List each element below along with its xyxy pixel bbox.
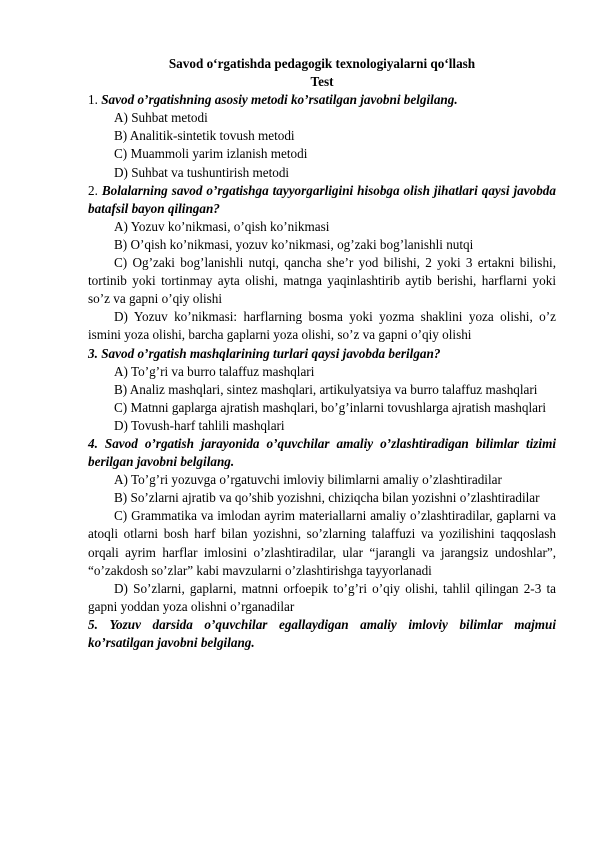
document-page (88, 55, 556, 652)
question-number: 1. (88, 92, 98, 108)
answer-option: D) Suhbat va tushuntirish metodi (114, 164, 290, 180)
question-prompt: Savod o’rgatish jarayonida o’quvchilar amaliy o’zlashtiradigan bilimlar tizimi berilgan javobni belgilang. (88, 435, 556, 470)
answer-option: C) Matnni gaplarga ajratish mashqlari, bo’g’inlarni tovushlarga ajratish mashqlari (114, 399, 547, 415)
document-title: Savod o‘rgatishda pedagogik texnologiyalarni qo‘llash (168, 56, 476, 71)
question-prompt: Yozuv darsida o’quvchilar egallaydigan amaliy imloviy bilimlar majmui ko’rsatilgan javobni belgilang. (88, 616, 557, 650)
question-number: 3. (88, 345, 98, 361)
question-text (88, 435, 556, 471)
question-number: 2. (88, 182, 98, 198)
answer-option: C) Og’zaki bog’lanishli nutqi, qancha she’r yod bilishi, 2 yoki 3 ertakni bilishi, tortinib yoki tortinmay ayta olishi, matnga yaqinlashtirib aytib berishi, harflarni yoki so’z va gapni o’qiy olishi (88, 255, 556, 307)
answer-option: A) To’g’ri yozuvga o’rgatuvchi imloviy bilimlarni amaliy o’zlashtiradilar (114, 472, 502, 488)
question-3 (88, 345, 556, 435)
answer-option: C) Muammoli yarim izlanish metodi (114, 146, 308, 162)
document-subtitle: Test (310, 74, 334, 90)
answer-option: D) Tovush-harf tahlili mashqlari (114, 417, 285, 433)
answer-option: A) Suhbat metodi (114, 110, 208, 126)
answer-option: A) Yozuv ko’nikmasi, o’qish ko’nikmasi (114, 218, 330, 234)
question-text (88, 91, 556, 109)
question-1 (88, 91, 556, 181)
answer-option: D) So’zlarni, gaplarni, matnni orfoepik to’g’ri o’qiy olishi, tahlil qilingan 2-3 ta gapni yoddan yoza olishni o’rganadilar (88, 580, 556, 614)
question-prompt: Savod o’rgatishning asosiy metodi ko’rsatilgan javobni belgilang. (101, 92, 458, 108)
question-prompt: Savod o’rgatish mashqlarining turlari qaysi javobda berilgan? (101, 345, 441, 361)
answer-option: A) To’g’ri va burro talaffuz mashqlari (114, 363, 315, 379)
question-text (88, 616, 556, 652)
answer-option: B) Analitik-sintetik tovush metodi (114, 128, 295, 144)
answer-option: D) Yozuv ko’nikmasi: harflarning bosma yoki yozma shaklini yoza olishi, o’z ismini yoza olishi, barcha gaplarni yoza olishi, so’z va gapni o’qiy olishi (88, 309, 556, 343)
question-text (88, 345, 556, 363)
question-text (88, 182, 556, 218)
question-prompt: Bolalarning savod o’rgatishga tayyorgarligini hisobga olish jihatlari qaysi javobda batafsil bayon qilingan? (88, 182, 556, 216)
answer-option: C) Grammatika va imlodan ayrim materiallarni amaliy o’zlashtiradilar, gaplarni va atoqli otlarni bosh harf bilan yozishni, so’zlarning talaffuzi va yozilishini taqqoslash orqali ayrim harflar imlosini o’zlashtiradilar, ular “jarangli va jarangsiz undoshlar”, “o’zakdosh so’zlar” kabi mavzularni o’zlashtirishga tayyorlanadi (88, 508, 556, 578)
question-5 (88, 616, 556, 652)
question-2 (88, 182, 556, 345)
question-4 (88, 435, 556, 616)
question-number: 4. (88, 435, 98, 451)
answer-option: B) So’zlarni ajratib va qo’shib yozishni, chiziqcha bilan yozishni o’zlashtiradilar (114, 490, 540, 506)
answer-option: B) O’qish ko’nikmasi, yozuv ko’nikmasi, og’zaki bog’lanishli nutqi (114, 236, 474, 252)
answer-option: B) Analiz mashqlari, sintez mashqlari, artikulyatsiya va burro talaffuz mashqlari (114, 381, 538, 397)
question-number: 5. (88, 616, 98, 632)
